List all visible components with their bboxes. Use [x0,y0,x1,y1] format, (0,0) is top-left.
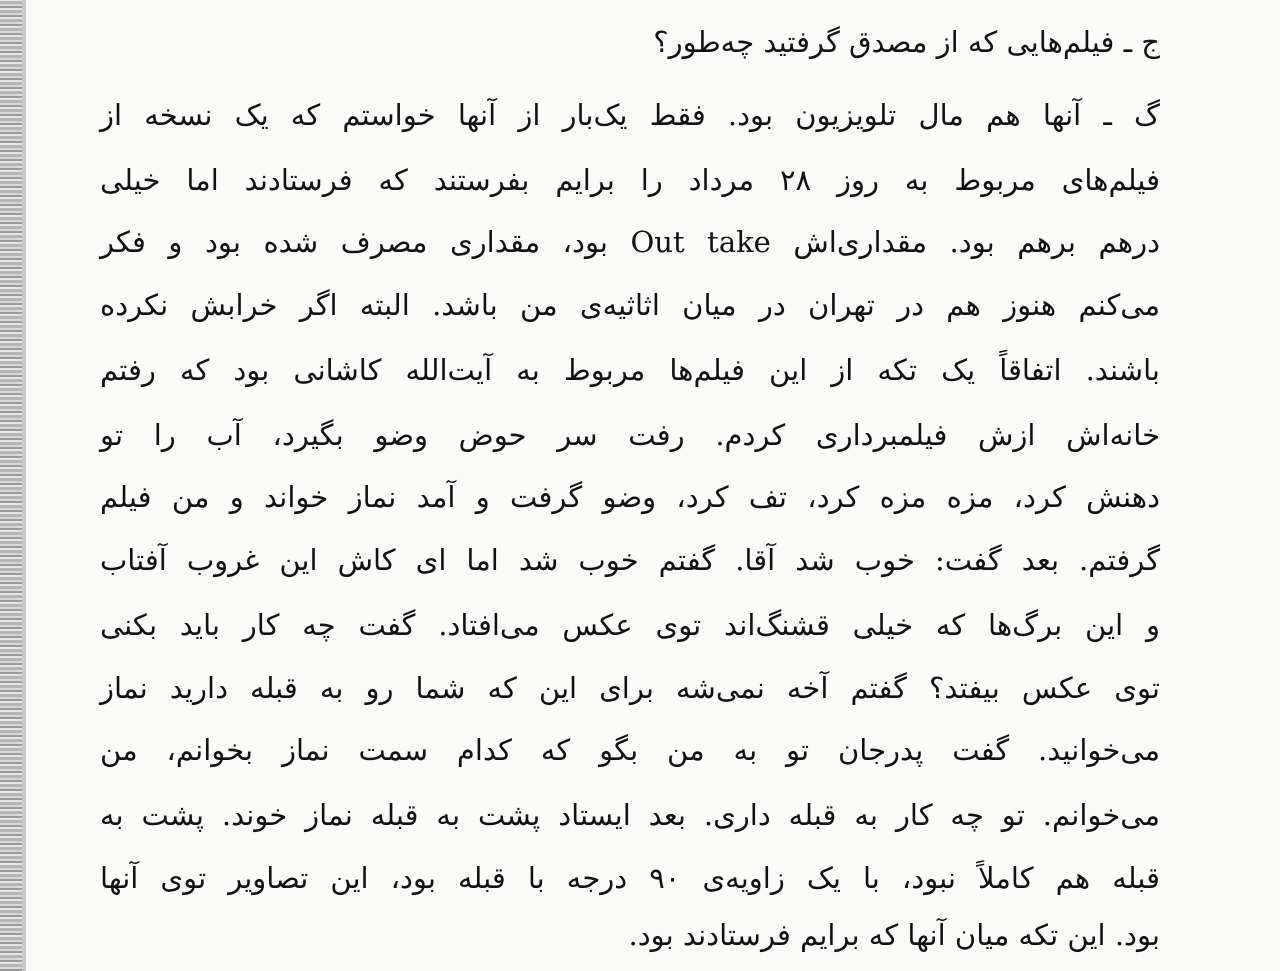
question-line: ج ـ فیلم‌هایی که از مصدق گرفتید چه‌طور؟ [653,25,1160,59]
text-line: دهنش کرد، مزه مزه کرد، تف کرد، وضو گرفت و آمد نماز خواند و من فیلم [100,480,1160,514]
text-line: درهم برهم بود. مقداری‌اش Out take بود، مقداری مصرف شده بود و فکر [100,225,1160,259]
text-line: گ ـ آنها هم مال تلویزیون بود. فقط یک‌بار از آنها خواستم که یک نسخه از [100,98,1160,132]
text-line: می‌کنم هنوز هم در تهران در میان اثاثیه‌ی من باشد. البته اگر خرابش نکرده [100,288,1160,322]
text-line-last: بود. این تکه میان آنها که برایم فرستادند بود. [628,918,1160,952]
text-line: فیلم‌های مربوط به روز ۲۸ مرداد را برایم بفرستند که فرستادند اما خیلی [100,163,1160,197]
text-line: و این برگ‌ها که خیلی قشنگ‌اند توی عکس می‌افتاد. گفت چه کار باید بکنی [100,608,1160,642]
text-line: خانه‌اش ازش فیلمبرداری کردم. رفت سر حوض وضو بگیرد، آب را تو [100,418,1160,452]
scan-edge [0,0,22,971]
scan-edge-border [22,0,26,971]
text-line: می‌خوانید. گفت پدرجان تو به من بگو که کدام سمت نماز بخوانم، من [100,733,1160,767]
text-line: توی عکس بیفتد؟ گفتم آخه نمی‌شه برای این که شما رو به قبله دارید نماز [100,671,1160,705]
text-line: باشند. اتفاقاً یک تکه از این فیلم‌ها مربوط به آیت‌الله کاشانی بود که رفتم [100,353,1160,387]
text-line: گرفتم. بعد گفت: خوب شد آقا. گفتم خوب شد اما ای کاش این غروب آفتاب [100,543,1160,577]
text-line: می‌خوانم. تو چه کار به قبله داری. بعد ایستاد پشت به قبله نماز خوند. پشت به [100,798,1160,832]
text-line: قبله هم کاملاً نبود، با یک زاویه‌ی ۹۰ درجه با قبله بود، این تصاویر توی آنها [100,861,1160,895]
